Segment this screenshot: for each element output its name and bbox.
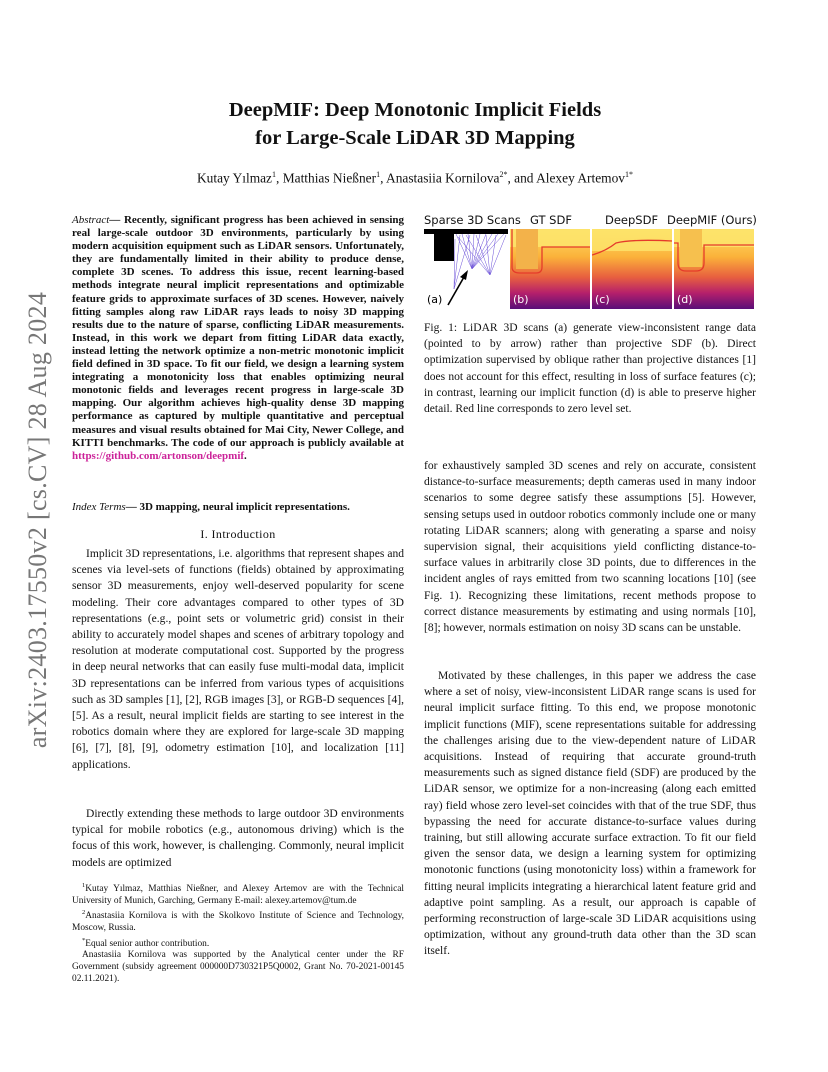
affiliation-mark: 1*: [624, 170, 633, 179]
arxiv-id: arXiv:2403.17550v2 [cs.CV] 28 Aug 2024: [23, 291, 52, 749]
figure-label-deepsdf: DeepSDF: [605, 213, 659, 227]
code-link[interactable]: https://github.com/artonson/deepmif: [72, 449, 245, 462]
index-terms: [72, 501, 404, 514]
intro-paragraph: Directly extending these methods to large outdoor 3D environments typical for mobile robotics (e.g., autonomous driving) which is the focus of this work, however, is challenging. Commonly, neural implicit models are optimized: [72, 808, 404, 869]
footnote: [72, 950, 404, 985]
paper-title: [70, 96, 760, 152]
footnote: [72, 880, 404, 907]
figure-caption: Fig. 1: LiDAR 3D scans (a) generate view-inconsistent range data (pointed to by arrow) rather than projective SDF (b). Direct optimization supervised by oblique rather than projective distances [1] does not account for this effect, resulting in loss of surface features (c); in contrast, learning our implicit function (d) is able to preserve higher detail. Red line corresponds to zero level set.: [424, 322, 756, 416]
title-line-2: for Large-Scale LiDAR 3D Mapping: [255, 127, 575, 149]
figure-1: [424, 213, 756, 313]
panel-sparse-scans: [424, 229, 508, 309]
author-name: Kutay Yılmaz: [197, 170, 273, 186]
footnote-mark: *: [82, 936, 86, 944]
author-name: Alexey Artemov: [536, 170, 625, 186]
figure-label-scans: Sparse 3D Scans: [424, 213, 521, 227]
author-list: Kutay Yılmaz$^1$, Matthias Nießner$^1$, Anastasiia Kornilova$^{2*}$, and Alexey Artemov$^{1*}$: [197, 170, 633, 186]
panel-label: (d): [677, 293, 693, 306]
abstract-text: — Recently, significant progress has been achieved in sensing real large-scale outdoor 3D environments, particularly by using modern acquisition equipment such as LiDAR sensors. Unfortunately, they are fundamentally limited in their ability to produce dense, complete 3D scenes. To address this issue, recent learning-based methods integrate neural implicit representations and optimizable feature grids to approximate surfaces of 3D scenes. However, naively fitting samples along raw LiDAR rays leads to noisy 3D mapping results due to the nature of sparse, conflicting LiDAR measurements. Instead, in this work we depart from fitting LiDAR data exactly, instead letting the network optimize a non-metric monotonic implicit field defined in 3D space. To fit our field, we design a learning system integrating a monotonicity loss that enables optimizing neural monotonic fields and leverages recent progress in large-scale 3D mapping. Our algorithm achieves high-quality dense 3D mapping performance as captured by multiple quantitative and perceptual measures and visual results obtained for Mai City, Newer College, and KITTI benchmarks. The code of our approach is publicly available at: [72, 214, 404, 449]
abstract-label: Abstract: [72, 214, 110, 226]
panel-gt-sdf: [510, 229, 590, 309]
section-heading: I. Introduction: [200, 527, 276, 541]
footnote-mark: 2: [82, 909, 86, 917]
abstract: [72, 214, 404, 463]
abstract-end: .: [244, 449, 247, 462]
footnote: [72, 907, 404, 934]
affiliation-mark: 1: [376, 170, 381, 179]
footnote-text: Anastasiia Kornilova was supported by the Analytical center under the RF Government (subsidy agreement 000000D730321P5Q0002, Grant No. 70-2021-00145 02.11.2021).: [72, 950, 404, 984]
author-name: Anastasiia Kornilova: [386, 170, 500, 186]
affiliation-mark: 1: [272, 170, 277, 179]
footnote: [72, 935, 404, 951]
body-paragraph: for exhaustively sampled 3D scenes and rely on accurate, consistent distance-to-surface measurements; depth cameras used in many indoor scenarios to some degree satisfy these assumptions [5]. However, sensing setups used in outdoor robotics commonly include one or many rotating LiDAR scanners; along with generating a sparse and noisy supervision signal, their acquisitions yield conflicting distance-to-surface values in arbitrarily close 3D points, due to differences in the incident angles of rays emitted from two scanning locations [10] (see Fig. 1). Recognizing these limitations, recent methods propose to correct distance measurements by estimating and using normals [10], [8]; however, normals estimation on noisy 3D scans can be unstable.: [424, 460, 756, 635]
index-terms-label: Index Terms: [72, 501, 126, 513]
affiliation-mark: 2*: [499, 170, 508, 179]
author-name: Matthias Nießner: [282, 170, 377, 186]
footnote-text: Anastasiia Kornilova is with the Skolkovo Institute of Science and Technology, Moscow, Russia.: [72, 911, 404, 934]
panel-deepsdf: [592, 229, 672, 309]
body-paragraph: Motivated by these challenges, in this paper we address the case where a set of noisy, view-inconsistent LiDAR range scans is used for neural implicit surface fitting. To this end, we propose monotonic implicit functions (MIF), scene representations suitable for addressing the challenges arising due to the view-dependent nature of LiDAR acquisitions. Instead of requiring that accurate ground-truth measurements such as signed distance field (SDF) are produced by the LiDAR sensor, we optimize for a non-increasing (along each emitted ray) field whose zero level-set coincides with that of the true SDF, thus bypassing the need for accurate distance-to-surface values during training, but still allowing accurate surface extraction. To fit our field given the sensor data, we design a learning system for optimizing monotonic functions (using monotonicity loss) within a framework for fitting neural implicits integrating a hierarchical latent feature grid and adaptive point sampling. As a result, our approach is capable of performing reconstruction of large-scale 3D LiDAR acquisitions using optimization, without any ground-truth data other than the 3D scan itself.: [424, 670, 756, 958]
figure-label-deepmif: DeepMIF (Ours): [667, 213, 757, 227]
panel-label: (b): [513, 293, 529, 306]
panel-label: (a): [427, 293, 443, 306]
footnote-text: Equal senior author contribution.: [85, 938, 210, 949]
index-terms-text: — 3D mapping, neural implicit representations.: [125, 501, 350, 513]
intro-paragraph: Implicit 3D representations, i.e. algorithms that represent shapes and scenes via level-sets of functions (fields) obtained by approximating sensor 3D measurements, enjoy well-deserved popularity for scene modeling. Their core advantages compared to other types of 3D representations (e.g., point sets or volumetric grid) consist in their ability to accurately model shapes and scenes of arbitrary topology and resolution at moderate computational cost. Supported by the progress in deep neural networks that can easily fuse multi-modal data, implicit 3D representations can be inferred from various types of acquisitions such as 3D samples [1], [2], RGB images [3], or RGB-D sequences [4], [5]. As a result, neural implicit fields are starting to see interest in the robotics domain where they are explored for large-scale 3D mapping [6], [7], [8], [9], odometry estimation [10], and localization [11] applications.: [72, 548, 404, 771]
title-line-1: DeepMIF: Deep Monotonic Implicit Fields: [228, 99, 602, 121]
footnotes: [72, 880, 404, 985]
footnote-mark: 1: [82, 882, 86, 889]
footnote-text: Kutay Yılmaz, Matthias Nießner, and Alexey Artemov are with the Technical University of Munich, Garching, Germany E-mail: alexey.artemov@tum.de: [72, 884, 404, 906]
panel-label: (c): [595, 293, 610, 306]
panel-deepmif: [674, 229, 754, 309]
figure-label-gt: GT SDF: [530, 213, 572, 227]
arxiv-sidebar: [18, 280, 58, 760]
